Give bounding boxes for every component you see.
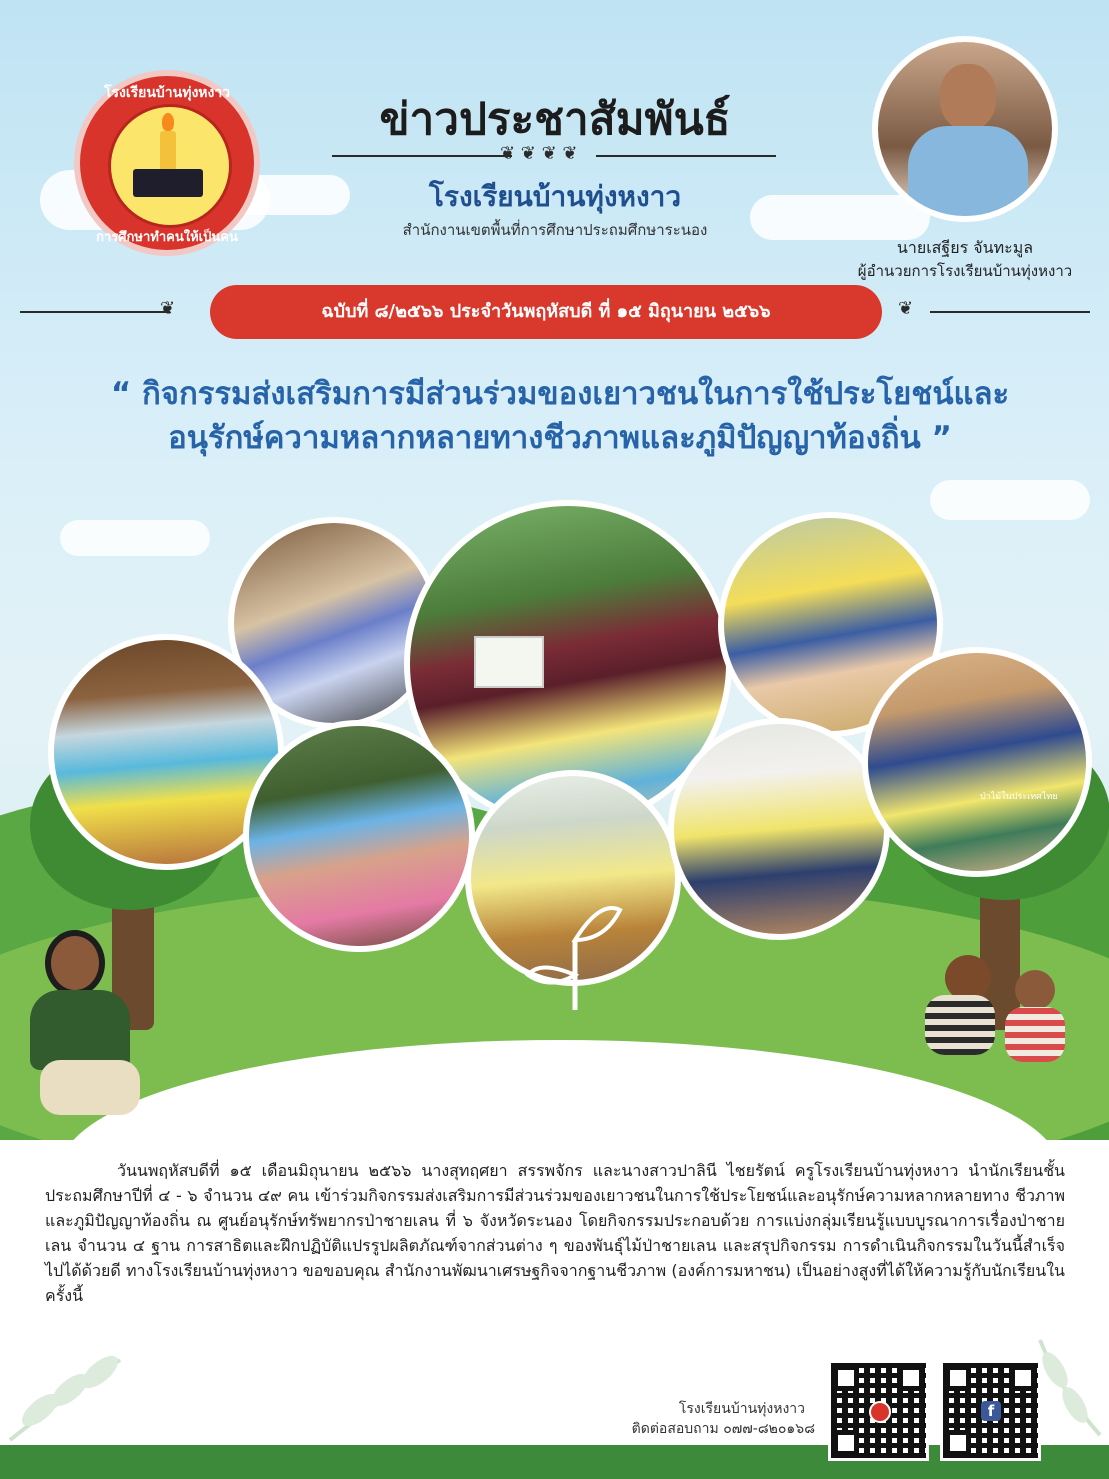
director-photo (872, 36, 1058, 222)
logo-emblem (108, 104, 232, 228)
divider (596, 155, 776, 157)
news-body (45, 1158, 1065, 1308)
education-office: สำนักงานเขตพื้นที่การศึกษาประถมศึกษาระนอง (402, 221, 708, 239)
cloud (60, 520, 210, 556)
school-logo (74, 70, 260, 256)
mangrove-sign: ป่าไม้ในประเทศไทย (980, 792, 1058, 802)
divider (930, 311, 1090, 313)
girl-illustration (0, 920, 160, 1120)
school-name: โรงเรียนบ้านทุ่งหงาว (428, 180, 682, 213)
footer-contact: ติดต่อสอบถาม ๐๗๗-๘๒๐๑๖๘ (631, 1421, 815, 1437)
sprout-icon (520, 880, 630, 1010)
headline (40, 372, 1080, 460)
qr-code-facebook[interactable] (940, 1360, 1041, 1461)
ornament-icon: ❦ (160, 298, 176, 319)
photo-classroom-board (668, 718, 890, 940)
director-position: ผู้อำนวยการโรงเรียนบ้านทุ่งหงาว (857, 262, 1073, 280)
drawing-board (474, 636, 544, 688)
director-head (940, 64, 996, 130)
kids-planting-illustration (915, 955, 1095, 1085)
divider (332, 155, 512, 157)
ornament-icon: ❦ (898, 298, 914, 319)
headline-line-1: “ กิจกรรมส่งเสริมการมีส่วนร่วมของเยาวชนในการใช้ประโยชน์และ (110, 376, 1010, 412)
director-shirt (908, 126, 1028, 222)
ornament-icon: ❦ ❦ ❦ ❦ (500, 143, 578, 164)
facebook-icon: f (981, 1401, 1001, 1421)
cloud (930, 480, 1090, 520)
issue-banner: ฉบับที่ ๘/๒๕๖๖ ประจำวันพฤหัสบดี ที่ ๑๕ มิถุนายน ๒๕๖๖ (210, 285, 882, 339)
director-name: นายเสฐียร จันทะมูล (896, 238, 1034, 257)
logo-bottom-text: การศึกษาทำคนให้เป็นคน (96, 230, 238, 245)
photo-mangrove-model (862, 647, 1092, 877)
headline-line-2: อนุรักษ์ความหลากหลายทางชีวภาพและภูมิปัญญาท้องถิ่น ” (168, 420, 952, 456)
school-logo-icon (869, 1401, 891, 1423)
book-icon (133, 169, 203, 197)
flame-icon (162, 113, 174, 131)
photo-mangrove-selfie (243, 720, 475, 952)
leaf-branch-icon (0, 1340, 150, 1450)
candle-icon (160, 131, 176, 171)
divider (20, 311, 170, 313)
logo-top-text: โรงเรียนบ้านทุ่งหงาว (103, 85, 231, 101)
qr-code-website[interactable] (828, 1360, 929, 1461)
news-paragraph: วันนพฤหัสบดีที่ ๑๕ เดือนมิถุนายน ๒๕๖๖ นางสุทฤศยา สรรพจักร และนางสาวปาลินี ไชยรัตน์ ครูโรงเรียนบ้านทุ่งหงาว นำนักเรียนชั้นประถมศึกษาปีที่ ๔ - ๖ จำนวน ๔๙ คน เข้าร่วมกิจกรรมส่งเสริมการมีส่วนร่วมของเยาวชนในการใช้ประโยชน์และอนุรักษ์ความหลากหลายทาง ชีวภาพและภูมิปัญญาท้องถิ่น ณ ศูนย์อนุรักษ์ทรัพยากรป่าชายเลน ที่ ๖ จังหวัดระนอง โดยกิจกรรมประกอบด้วย การแบ่งกลุ่มเรียนรู้แบบบูรณาการเรื่องป่าชายเลน จำนวน ๔ ฐาน การสาธิตและฝึกปฏิบัติแปรรูปผลิตภัณฑ์จากส่วนต่าง ๆ ของพันธุ์ไม้ป่าชายเลน และสรุปกิจกรรม การดำเนินกิจกรรมในวันนี้สำเร็จไปได้ด้วยดี ทางโรงเรียนบ้านทุ่งหงาว ขอขอบคุณ สำนักงานพัฒนาเศรษฐกิจจากฐานชีวภาพ (องค์การมหาชน) เป็นอย่างสูงที่ได้ให้ความรู้กับนักเรียนในครั้งนี้ (45, 1161, 1065, 1305)
page-title: ข่าวประชาสัมพันธ์ (379, 94, 731, 145)
footer-school: โรงเรียนบ้านทุ่งหงาว (678, 1401, 805, 1417)
